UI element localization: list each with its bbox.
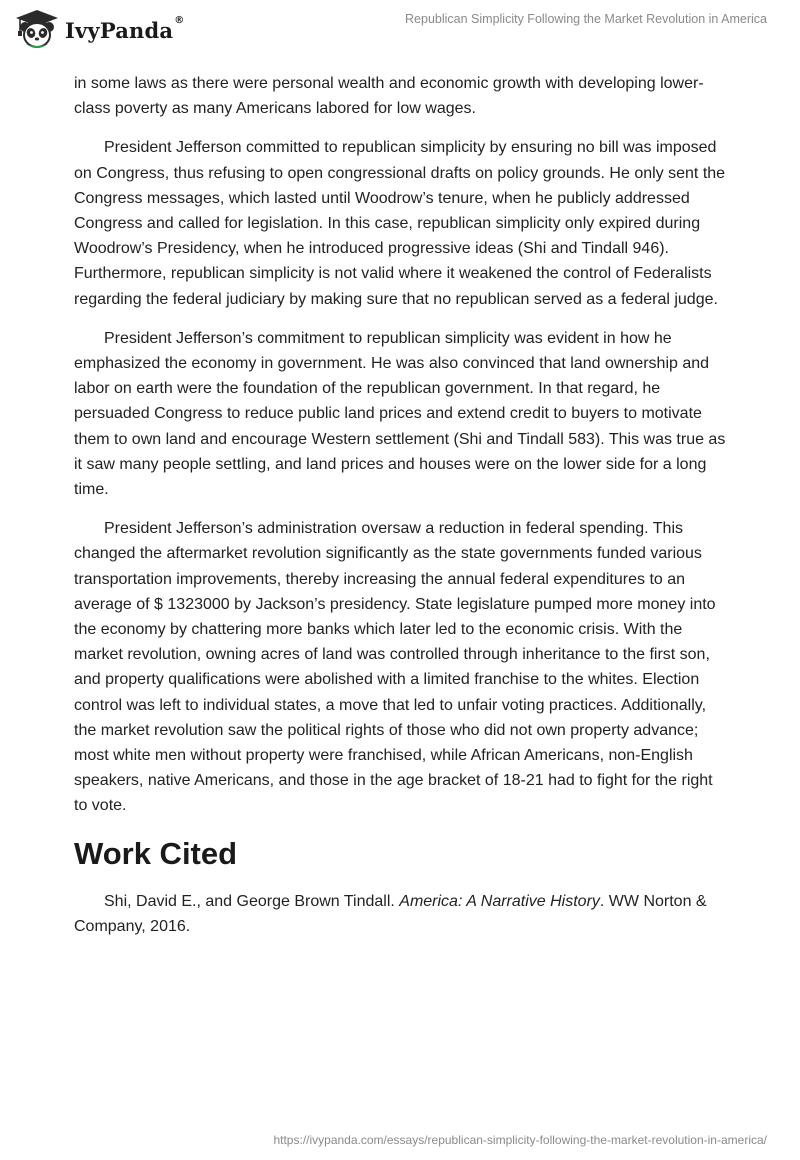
paragraph-3: President Jefferson’s commitment to republican simplicity was evident in how he emphasized the economy in government. He was also convinced that land ownership and labor on earth were the foundation of the republican government. In that regard, he persuaded Congress to reduce public land prices and extend credit to buyers to motivate them to own land and encourage Western settlement (Shi and Tindall 583). This was true as it saw many people settling, and land prices and houses were on the lower side for a long time. — [74, 329, 726, 499]
page-header — [0, 0, 800, 62]
paragraph-2: President Jefferson committed to republican simplicity by ensuring no bill was imposed on Congress, thus refusing to open congressional drafts on policy grounds. He only sent the Congress messages, which lasted until Woodrow’s tenure, when he publicly addressed Congress and called for legislation. In this case, republican simplicity only expired during Woodrow’s Presidency, when he introduced progressive ideas (Shi and Tindall 946). Furthermore, republican simplicity is not valid where it weakened the control of Federalists regarding the federal judiciary by making sure that no republican served as a federal judge. — [74, 139, 726, 308]
paragraph-4: President Jefferson’s administration oversaw a reduction in federal spending. This changed the aftermarket revolution significantly as the state governments funded various transportation improvements, thereby increasing the annual federal expenditures to an average of $ 1323000 by Jackson’s presidency. State legislature pumped more money into the economy by chattering more banks which later led to the economic crisis. With the market revolution, owning acres of land was controlled through inheritance to the first son, and property qualifications were abolished with a limited franchise to the whites. Election control was left to individual states, a move that led to unfair voting practices. Additionally, the market revolution saw the political rights of those who did not own property advance; most white men without property were franchised, while African Americans, non-English speakers, native Americans, and those in the age bracket of 18-21 had to fight for the right to vote. — [74, 520, 716, 815]
essay-body — [74, 71, 726, 939]
citation-title: America: A Narrative History — [399, 892, 600, 910]
citation-entry — [74, 889, 726, 939]
essay-header-title: Republican Simplicity Following the Market Revolution in America — [405, 12, 767, 26]
panda-graduate-icon — [14, 8, 60, 50]
brand-name: IvyPanda — [65, 17, 174, 43]
paragraph-1: in some laws as there were personal wealth and economic growth with developing lower-class poverty as many Americans labored for low wages. — [74, 75, 704, 118]
citation-authors: Shi, David E., and George Brown Tindall. — [104, 892, 400, 910]
footer-source-url[interactable]: https://ivypanda.com/essays/republican-simplicity-following-the-market-revolution-in-america/ — [273, 1133, 767, 1147]
ivypanda-logo[interactable] — [14, 8, 184, 50]
registered-mark: ® — [174, 14, 185, 26]
citation-publisher: . WW Norton & Company, 2016. — [74, 892, 707, 935]
works-cited-heading: Work Cited — [74, 835, 238, 871]
